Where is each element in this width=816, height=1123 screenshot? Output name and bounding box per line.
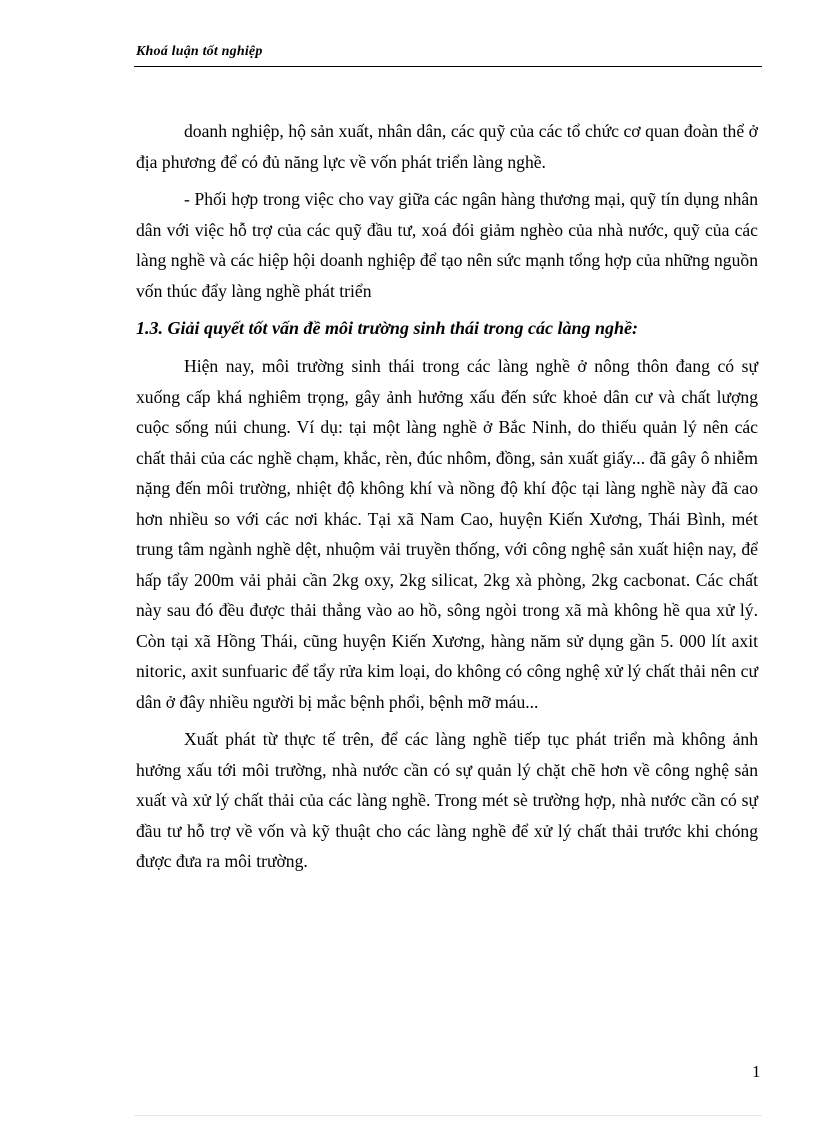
header-divider <box>134 66 762 67</box>
paragraph-funding-sources: doanh nghiệp, hộ sản xuất, nhân dân, các quỹ của các tổ chức cơ quan đoàn thể ở địa phương để có đủ năng lực về vốn phát triển làng nghề. <box>136 121 758 172</box>
footer-divider <box>134 1115 762 1116</box>
paragraph-environment-status: Hiện nay, môi trường sinh thái trong các làng nghề ở nông thôn đang có sự xuống cấp khá nghiêm trọng, gây ảnh hưởng xấu đến sức khoẻ dân cư và chất lượng cuộc sống núi chung. Ví dụ: tại một làng nghề ở Bắc Ninh, do thiếu quản lý nên các chất thải của các nghề chạm, khắc, rèn, đúc nhôm, đồng, sản xuất giấy... đã gây ô nhiễm nặng đến môi trường, nhiệt độ không khí và nồng độ khí độc tại làng nghề này đã cao hơn nhiều so với các nơi khác. Tại xã Nam Cao, huyện Kiến Xương, Thái Bình, mét trung tâm ngành nghề dệt, nhuộm vải truyền thống, với công nghệ sản xuất hiện nay, để hấp tẩy 200m vải phải cần 2kg oxy, 2kg silicat, 2kg xà phòng, 2kg cacbonat. Các chất này sau đó đều được thải thẳng vào ao hồ, sông ngòi trong xã mà không hề qua xử lý. Còn tại xã Hồng Thái, cũng huyện Kiến Xương, hàng năm sử dụng gần 5. 000 lít axit nitoric, axit sunfuaric để tẩy rửa kim loại, do không có công nghệ xử lý chất thải nên cư dân ở đây nhiều người bị mắc bệnh phổi, bệnh mỡ máu... <box>136 356 758 712</box>
page-body <box>136 116 758 884</box>
page-number: 1 <box>752 1062 761 1081</box>
paragraph-lending-coordination: - Phối hợp trong việc cho vay giữa các ngân hàng thương mại, quỹ tín dụng nhân dân với việc hỗ trợ của các quỹ đầu tư, xoá đói giảm nghèo của nhà nước, quỹ của các làng nghề và các hiệp hội doanh nghiệp để tạo nên sức mạnh tổng hợp của những nguồn vốn thúc đẩy làng nghề phát triển <box>136 189 758 301</box>
section-heading: 1.3. Giải quyết tốt vấn đề môi trường sinh thái trong các làng nghề: <box>136 318 638 338</box>
running-header: Khoá luận tốt nghiệp <box>136 44 263 59</box>
paragraph-environment-solution: Xuất phát từ thực tế trên, để các làng nghề tiếp tục phát triển mà không ảnh hưởng xấu tới môi trường, nhà nước cần có sự quản lý chặt chẽ hơn về công nghệ sản xuất và xử lý chất thải của các làng nghề. Trong mét sè trường hợp, nhà nước cần có sự đầu tư hỗ trợ về vốn và kỹ thuật cho các làng nghề để xử lý chất thải trước khi chóng được đưa ra môi trường. <box>136 729 758 871</box>
